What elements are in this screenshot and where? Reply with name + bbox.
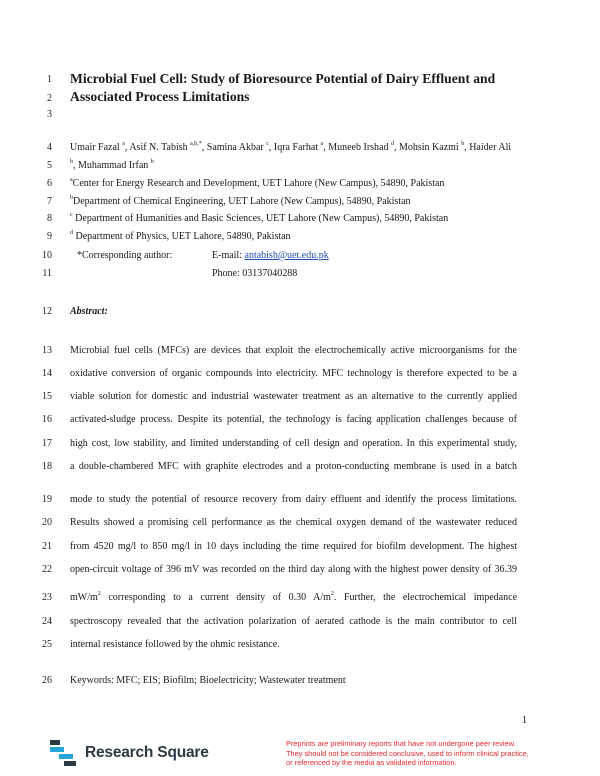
affiliation: $^b$Department of Chemical Engineering, UET Lahore (New Campus), 54890, Pakistan <box>70 195 411 207</box>
line-number: 19 <box>42 494 52 505</box>
keywords: Keywords: MFC; EIS; Biofilm; Bioelectricity; Wastewater treatment <box>70 675 346 686</box>
abstract-line: open-circuit voltage of 396 mV was recorded on the third day along with the highest power density of 36.39 <box>70 564 517 575</box>
abstract-line: viable solution for domestic and industrial wastewater treatment as an alternative to the currently applied <box>70 391 517 402</box>
author-name: Asif N. Tabish <box>129 142 188 153</box>
line-number: 18 <box>42 461 52 472</box>
abstract-line: Results showed a promising cell performance as the chemical oxygen demand of the wastewater reduced <box>70 517 517 528</box>
line-number: 1 <box>47 74 52 85</box>
line-number: 8 <box>47 213 52 224</box>
paper-title-line-1: Microbial Fuel Cell: Study of Bioresource Potential of Dairy Effluent and <box>70 71 496 86</box>
abstract-line: high cost, low stability, and limited understanding of cell design and operation. In this experimental study, <box>70 438 517 449</box>
affiliation: $^a$Center for Energy Research and Development, UET Lahore (New Campus), 54890, Pakistan <box>70 177 445 189</box>
line-number: 7 <box>47 196 52 207</box>
line-number: 6 <box>47 178 52 189</box>
abstract-line: spectroscopy revealed that the activation polarization of aerated cathode is the main contributor to cell <box>70 616 517 627</box>
line-number: 21 <box>42 541 52 552</box>
author-name: Iqra Farhat <box>273 142 319 153</box>
line-number: 22 <box>42 564 52 575</box>
line-number: 3 <box>47 109 52 120</box>
line-number: 9 <box>47 231 52 242</box>
line-number: 16 <box>42 414 52 425</box>
research-square-icon <box>50 740 78 766</box>
corresponding-email-line: E-mail: antabish@uet.edu.pk <box>212 250 329 261</box>
line-number: 15 <box>42 391 52 402</box>
line-number: 24 <box>42 616 52 627</box>
affiliation: $^d$ Department of Physics, UET Lahore, 54890, Pakistan <box>70 230 291 242</box>
paper-title-line-2: Associated Process Limitations <box>70 89 250 104</box>
line-number: 13 <box>42 345 52 356</box>
line-number: 20 <box>42 517 52 528</box>
line-number: 12 <box>42 306 52 317</box>
preprint-disclaimer: Preprints are preliminary reports that have not undergone peer review. They should not be considered conclusive, used to inform clinical practice, or referenced by the media as validated information. <box>286 739 529 767</box>
abstract-line: activated-sludge process. Despite its potential, the technology is facing application challenges because of <box>70 414 517 425</box>
line-number: 5 <box>47 160 52 171</box>
corresponding-author-label: *Corresponding author: <box>77 250 173 261</box>
abstract-line: internal resistance followed by the ohmic resistance. <box>70 639 280 650</box>
line-number: 10 <box>42 250 52 261</box>
logo-text: Research Square <box>85 744 209 761</box>
author-name: Mohsin Kazmi <box>398 142 459 153</box>
abstract-line: oxidative conversion of organic compounds into electricity. MFC technology is therefore expected to be a <box>70 368 517 379</box>
author-name: Haider Ali <box>469 142 512 153</box>
line-number: 4 <box>47 142 52 153</box>
line-number: 23 <box>42 592 52 603</box>
abstract-line: from 4520 mg/l to 850 mg/l in 10 days including the time required for biofilm development. The highest <box>70 541 517 552</box>
author-name: Muneeb Irshad <box>328 142 389 153</box>
abstract-line: Microbial fuel cells (MFCs) are devices that exploit the electrochemically active microorganisms for the <box>70 345 517 356</box>
author-line-2: $^b$, Muhammad Irfan $^b$ <box>70 159 154 171</box>
abstract-line: mode to study the potential of resource recovery from dairy effluent and identify the process limitations. <box>70 494 517 505</box>
research-square-logo[interactable] <box>50 740 209 766</box>
corresponding-phone: Phone: 03137040288 <box>212 268 298 279</box>
line-number: 26 <box>42 675 52 686</box>
abstract-heading: Abstract: <box>70 306 108 317</box>
author-line-1: Umair Fazal $^a$, Asif N. Tabish $^{a,b,*}$, Samina Akbar $^c$, Iqra Farhat $^a$, Muneeb Irshad $^d$, Mohsin Kazmi $^b$, Haider Ali <box>70 141 512 153</box>
affiliation: $^c$ Department of Humanities and Basic Sciences, UET Lahore (New Campus), 54890, Pakistan <box>70 212 449 224</box>
line-number: 17 <box>42 438 52 449</box>
page-number: 1 <box>522 715 527 726</box>
author-name: Samina Akbar <box>206 142 264 153</box>
line-number: 11 <box>42 268 52 279</box>
email-link[interactable]: antabish@uet.edu.pk <box>244 250 329 261</box>
author-name: Muhammad Irfan <box>78 160 149 171</box>
author-name: Umair Fazal <box>70 142 120 153</box>
line-number: 14 <box>42 368 52 379</box>
abstract-line: $mW/m^2$ corresponding to a current density of 0.30 $A/m^2$. Further, the electrochemical impedance <box>70 591 518 603</box>
line-number: 25 <box>42 639 52 650</box>
abstract-line: a double-chambered MFC with graphite electrodes and a proton-conducting membrane is used in a batch <box>70 461 517 472</box>
line-number: 2 <box>47 93 52 104</box>
